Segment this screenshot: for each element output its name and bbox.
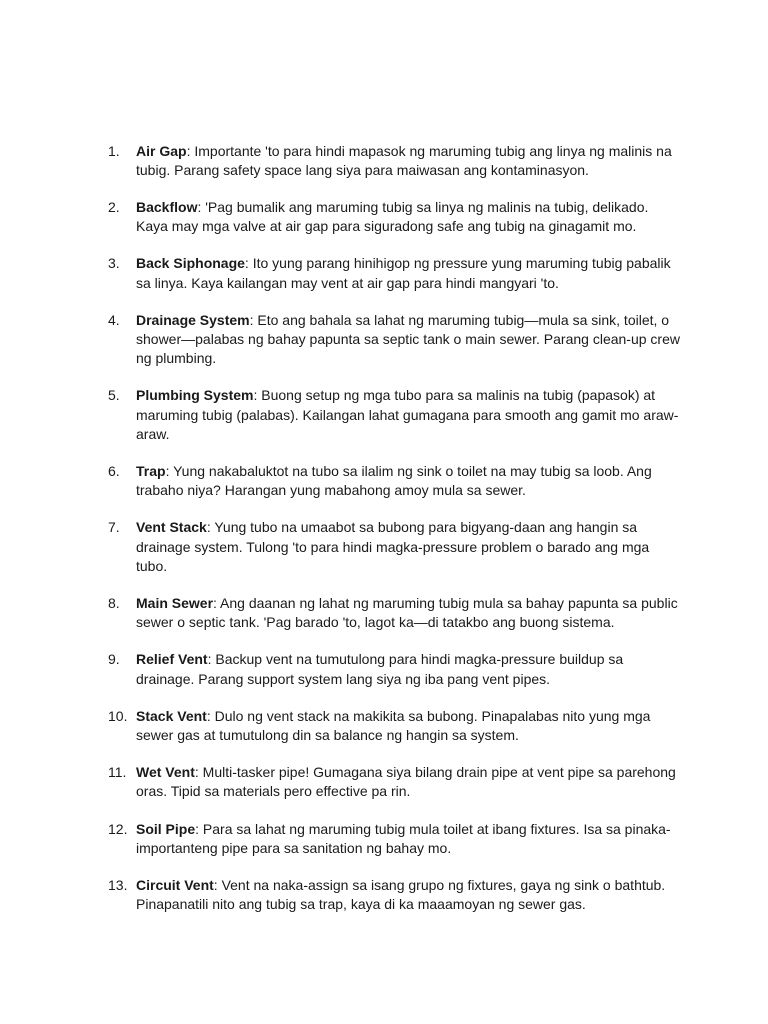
list-item — [108, 142, 683, 180]
list-item — [108, 876, 683, 914]
term-definition: : Yung tubo na umaabot sa bubong para bigyang-daan ang hangin sa drainage system. Tulong 'to para hindi magka-pressure problem o barado ang mga tubo. — [136, 519, 650, 574]
item-number: 9. — [108, 651, 120, 668]
term-name: Circuit Vent — [136, 876, 214, 893]
term-definition: : Ang daanan ng lahat ng maruming tubig mula sa bahay papunta sa public sewer o septic tank. 'Pag barado 'to, lagot ka—di tatakbo ang buong sistema. — [136, 594, 678, 631]
term-name: Stack Vent — [136, 707, 207, 724]
list-item — [108, 518, 683, 576]
list-item — [108, 594, 683, 632]
term-definition: : Backup vent na tumutulong para hindi magka-pressure buildup sa drainage. Parang support system lang siya ng iba pang vent pipes. — [136, 651, 624, 687]
term-name: Backflow — [136, 198, 198, 215]
item-number: 2. — [108, 198, 120, 215]
term-definition: : Eto ang bahala sa lahat ng maruming tubig—mula sa sink, toilet, o shower—palabas ng bahay papunta sa septic tank o main sewer. Parang clean-up crew ng plumbing. — [136, 311, 680, 367]
term-definition: : Dulo ng vent stack na makikita sa bubong. Pinapalabas nito yung mga sewer gas at tumutulong din sa balance ng hangin sa system. — [136, 707, 651, 743]
terms-list — [108, 142, 683, 933]
term-definition: : Ito yung parang hinihigop ng pressure yung maruming tubig pabalik sa linya. Kaya kailangan may vent at air gap para hindi mangyari 'to. — [136, 255, 671, 291]
item-number: 4. — [108, 311, 120, 328]
list-item — [108, 462, 683, 500]
item-number: 8. — [108, 594, 120, 611]
item-number: 13. — [108, 876, 128, 893]
term-definition: : Importante 'to para hindi mapasok ng maruming tubig ang linya ng malinis na tubig. Parang safety space lang siya para maiwasan ang kontaminasyon. — [136, 142, 672, 178]
list-item — [108, 650, 683, 688]
list-item — [108, 763, 683, 801]
term-name: Soil Pipe — [136, 820, 196, 837]
list-item — [108, 198, 683, 236]
item-number: 12. — [108, 820, 128, 837]
item-number: 3. — [108, 255, 120, 272]
item-number: 7. — [108, 519, 120, 536]
term-definition: : 'Pag bumalik ang maruming tubig sa linya ng malinis na tubig, delikado. Kaya may mga valve at air gap para siguradong safe ang tubig na ginagamit mo. — [136, 198, 649, 235]
item-number: 1. — [108, 142, 120, 159]
term-definition: : Para sa lahat ng maruming tubig mula toilet at ibang fixtures. Isa sa pinaka-importanteng pipe para sa sanitation ng bahay mo. — [136, 820, 671, 856]
term-definition: : Yung nakabaluktot na tubo sa ilalim ng sink o toilet na may tubig sa loob. Ang trabaho niya? Harangan yung mabahong amoy mula sa sewer. — [136, 462, 652, 499]
list-item — [108, 820, 683, 858]
term-name: Relief Vent — [136, 651, 208, 668]
item-number: 11. — [108, 764, 127, 781]
item-number: 6. — [108, 462, 120, 479]
item-number: 5. — [108, 387, 120, 404]
list-item — [108, 311, 683, 369]
term-name: Vent Stack — [136, 519, 207, 536]
term-definition: : Buong setup ng mga tubo para sa malinis na tubig (papasok) at maruming tubig (palabas). Kailangan lahat gumagana para smooth ang gamit mo araw-araw. — [136, 387, 679, 442]
term-name: Drainage System — [136, 311, 250, 328]
list-item — [108, 386, 683, 444]
term-name: Wet Vent — [136, 764, 195, 781]
term-name: Back Siphonage — [136, 255, 245, 272]
term-name: Plumbing System — [136, 387, 254, 404]
term-name: Air Gap — [136, 142, 187, 159]
term-name: Main Sewer — [136, 594, 214, 611]
term-name: Trap — [136, 462, 166, 479]
term-definition: : Vent na naka-assign sa isang grupo ng fixtures, gaya ng sink o bathtub. Pinapanatili nito ang tubig sa trap, kaya di ka maaamoyan ng sewer gas. — [136, 876, 666, 913]
term-definition: : Multi-tasker pipe! Gumagana siya bilang drain pipe at vent pipe sa parehong oras. Tipid sa materials pero effective pa rin. — [136, 764, 676, 800]
item-number: 10. — [108, 707, 128, 724]
list-item — [108, 707, 683, 745]
list-item — [108, 254, 683, 292]
